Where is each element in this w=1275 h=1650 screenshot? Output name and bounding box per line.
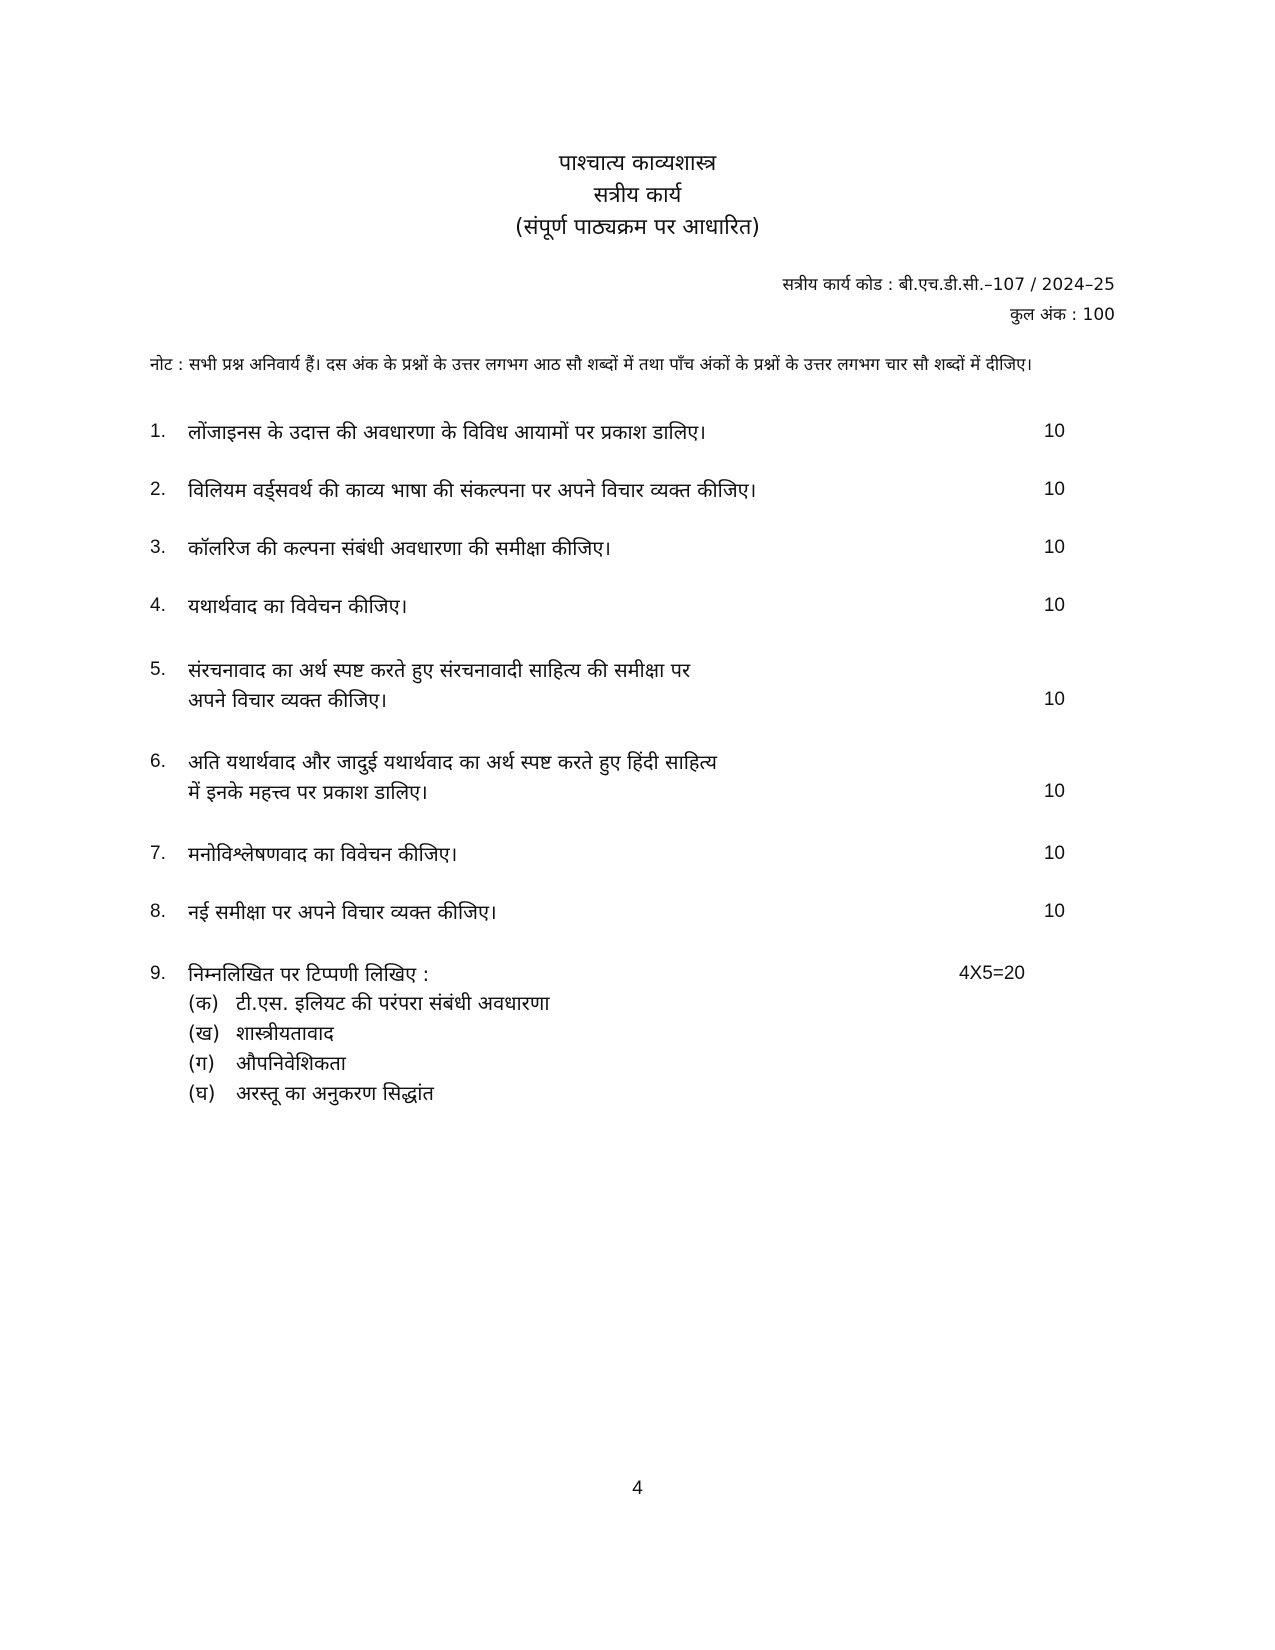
question-number: 4.	[150, 595, 166, 616]
assignment-meta	[782, 270, 1115, 330]
sub-item-label: (ख)	[188, 1021, 220, 1045]
assignment-subtitle: सत्रीय कार्य	[593, 183, 682, 208]
assignment-code: सत्रीय कार्य कोड : बी.एच.डी.सी.–107 / 2024–25	[782, 275, 1115, 295]
question-marks: 10	[1043, 421, 1065, 442]
question-number: 7.	[150, 843, 166, 864]
sub-item-text: टी.एस. इलियट की परंपरा संबंधी अवधारणा	[236, 991, 550, 1015]
question-marks: 4X5=20	[958, 963, 1025, 984]
question-text-continued: में इनके महत्त्व पर प्रकाश डालिए।	[188, 780, 428, 804]
question-number: 3.	[150, 537, 166, 558]
syllabus-basis: (संपूर्ण पाठ्यक्रम पर आधारित)	[515, 215, 760, 240]
sub-item-kha	[188, 1018, 334, 1048]
sub-item-ka	[188, 988, 550, 1018]
question-number: 6.	[150, 751, 166, 772]
question-marks: 10	[1043, 689, 1065, 710]
question-text: मनोविश्लेषणवाद का विवेचन कीजिए।	[188, 842, 458, 866]
question-text: लोंजाइनस के उदात्त की अवधारणा के विविध आयामों पर प्रकाश डालिए।	[188, 420, 706, 444]
question-number: 1.	[150, 421, 166, 442]
question-number: 5.	[150, 659, 166, 680]
question-marks: 10	[1043, 537, 1065, 558]
question-number: 9.	[150, 963, 166, 984]
question-text: संरचनावाद का अर्थ स्पष्ट करते हुए संरचनावादी साहित्य की समीक्षा पर	[188, 658, 691, 682]
question-text: कॉलरिज की कल्पना संबंधी अवधारणा की समीक्षा कीजिए।	[188, 536, 611, 560]
course-title: पाश्चात्य काव्यशास्त्र	[558, 151, 717, 176]
sub-item-label: (क)	[188, 991, 219, 1015]
sub-item-text: शास्त्रीयतावाद	[236, 1021, 334, 1045]
question-marks: 10	[1043, 479, 1065, 500]
sub-item-label: (घ)	[188, 1081, 216, 1105]
total-marks: कुल अंक : 100	[1009, 305, 1115, 325]
page-number: 4	[632, 1478, 643, 1499]
question-text: नई समीक्षा पर अपने विचार व्यक्त कीजिए।	[188, 900, 497, 924]
question-text: विलियम वर्ड्सवर्थ की काव्य भाषा की संकल्पना पर अपने विचार व्यक्त कीजिए।	[188, 478, 757, 502]
question-text: यथार्थवाद का विवेचन कीजिए।	[188, 594, 408, 618]
sub-item-gha	[188, 1078, 434, 1108]
question-number: 2.	[150, 479, 166, 500]
question-marks: 10	[1043, 781, 1065, 802]
question-marks: 10	[1043, 595, 1065, 616]
title-block	[0, 148, 1275, 244]
instructions-note: नोट : सभी प्रश्न अनिवार्य हैं। दस अंक के प्रश्नों के उत्तर लगभग आठ सौ शब्दों में तथा पाँच अंकों के प्रश्नों के उत्तर लगभग चार सौ शब्दों में दीजिए।	[150, 355, 1033, 375]
question-marks: 10	[1043, 901, 1065, 922]
sub-item-label: (ग)	[188, 1051, 215, 1075]
sub-item-ga	[188, 1048, 346, 1078]
sub-item-text: अरस्तू का अनुकरण सिद्धांत	[236, 1081, 434, 1105]
question-text: निम्नलिखित पर टिप्पणी लिखिए :	[188, 962, 430, 986]
question-text-continued: अपने विचार व्यक्त कीजिए।	[188, 688, 387, 712]
sub-item-text: औपनिवेशिकता	[236, 1051, 346, 1075]
question-number: 8.	[150, 901, 166, 922]
question-marks: 10	[1043, 843, 1065, 864]
question-text: अति यथार्थवाद और जादुई यथार्थवाद का अर्थ स्पष्ट करते हुए हिंदी साहित्य	[188, 750, 717, 774]
